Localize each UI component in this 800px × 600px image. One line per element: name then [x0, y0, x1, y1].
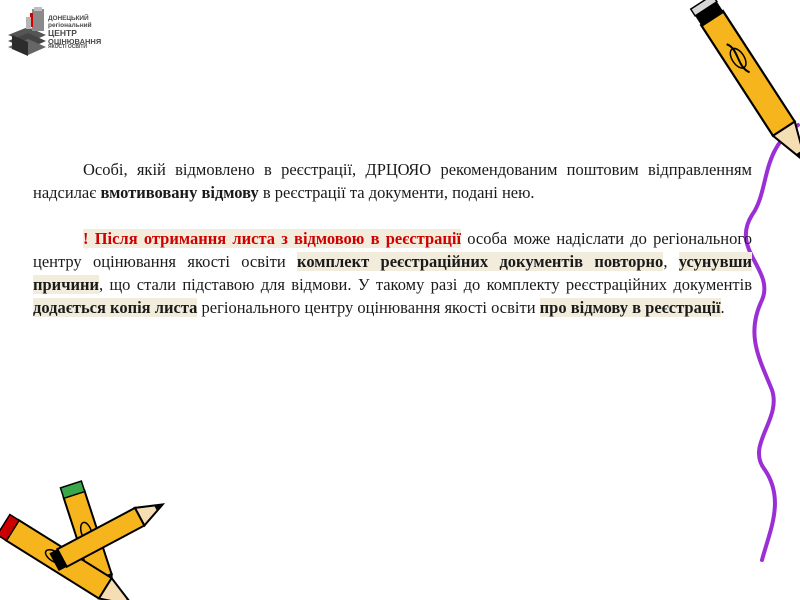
logo-line-5: ЯКОСТІ ОСВІТИ: [48, 44, 88, 50]
bold-text: про відмову в реєстрації: [539, 298, 721, 317]
warning-text: ! Після отримання листа з відмовою в реєстрації: [83, 229, 462, 248]
text-run: ,: [663, 252, 679, 271]
pencil-icon: [691, 0, 800, 169]
paragraph-reregistration: [33, 227, 752, 319]
logo-line-4: ОЦІНЮВАННЯ: [48, 36, 102, 46]
squiggle-line: [746, 125, 798, 560]
text-run: особа може надіслати до регіонального центру оцінювання якості освіти: [33, 229, 752, 271]
bold-text: вмотивовану відмову: [100, 183, 259, 202]
bold-text: додається копія листа: [33, 298, 198, 317]
paragraph-rejection-notice: [33, 158, 752, 204]
bold-text: комплект реєстраційних документів повторно: [297, 252, 664, 271]
text-run: Особі, якій відмовлено в реєстрації, ДРЦОЯО рекомендованим поштовим відправленням надсилає: [33, 160, 752, 202]
logo-line-2: регіональний: [48, 21, 92, 29]
text-run: регіонального центру оцінювання якості освіти: [197, 298, 540, 317]
logo-line-3: ЦЕНТР: [48, 28, 77, 38]
text-run: , що стали підставою для відмови. У такому разі до комплекту реєстраційних документів: [99, 275, 752, 294]
main-text: [33, 158, 752, 319]
text-run: в реєстрації та документи, подані нею.: [258, 183, 535, 202]
text-run: .: [720, 298, 725, 317]
logo-line-1: ДОНЕЦЬКИЙ: [48, 15, 89, 22]
bold-text: усунувши причини: [33, 252, 752, 294]
